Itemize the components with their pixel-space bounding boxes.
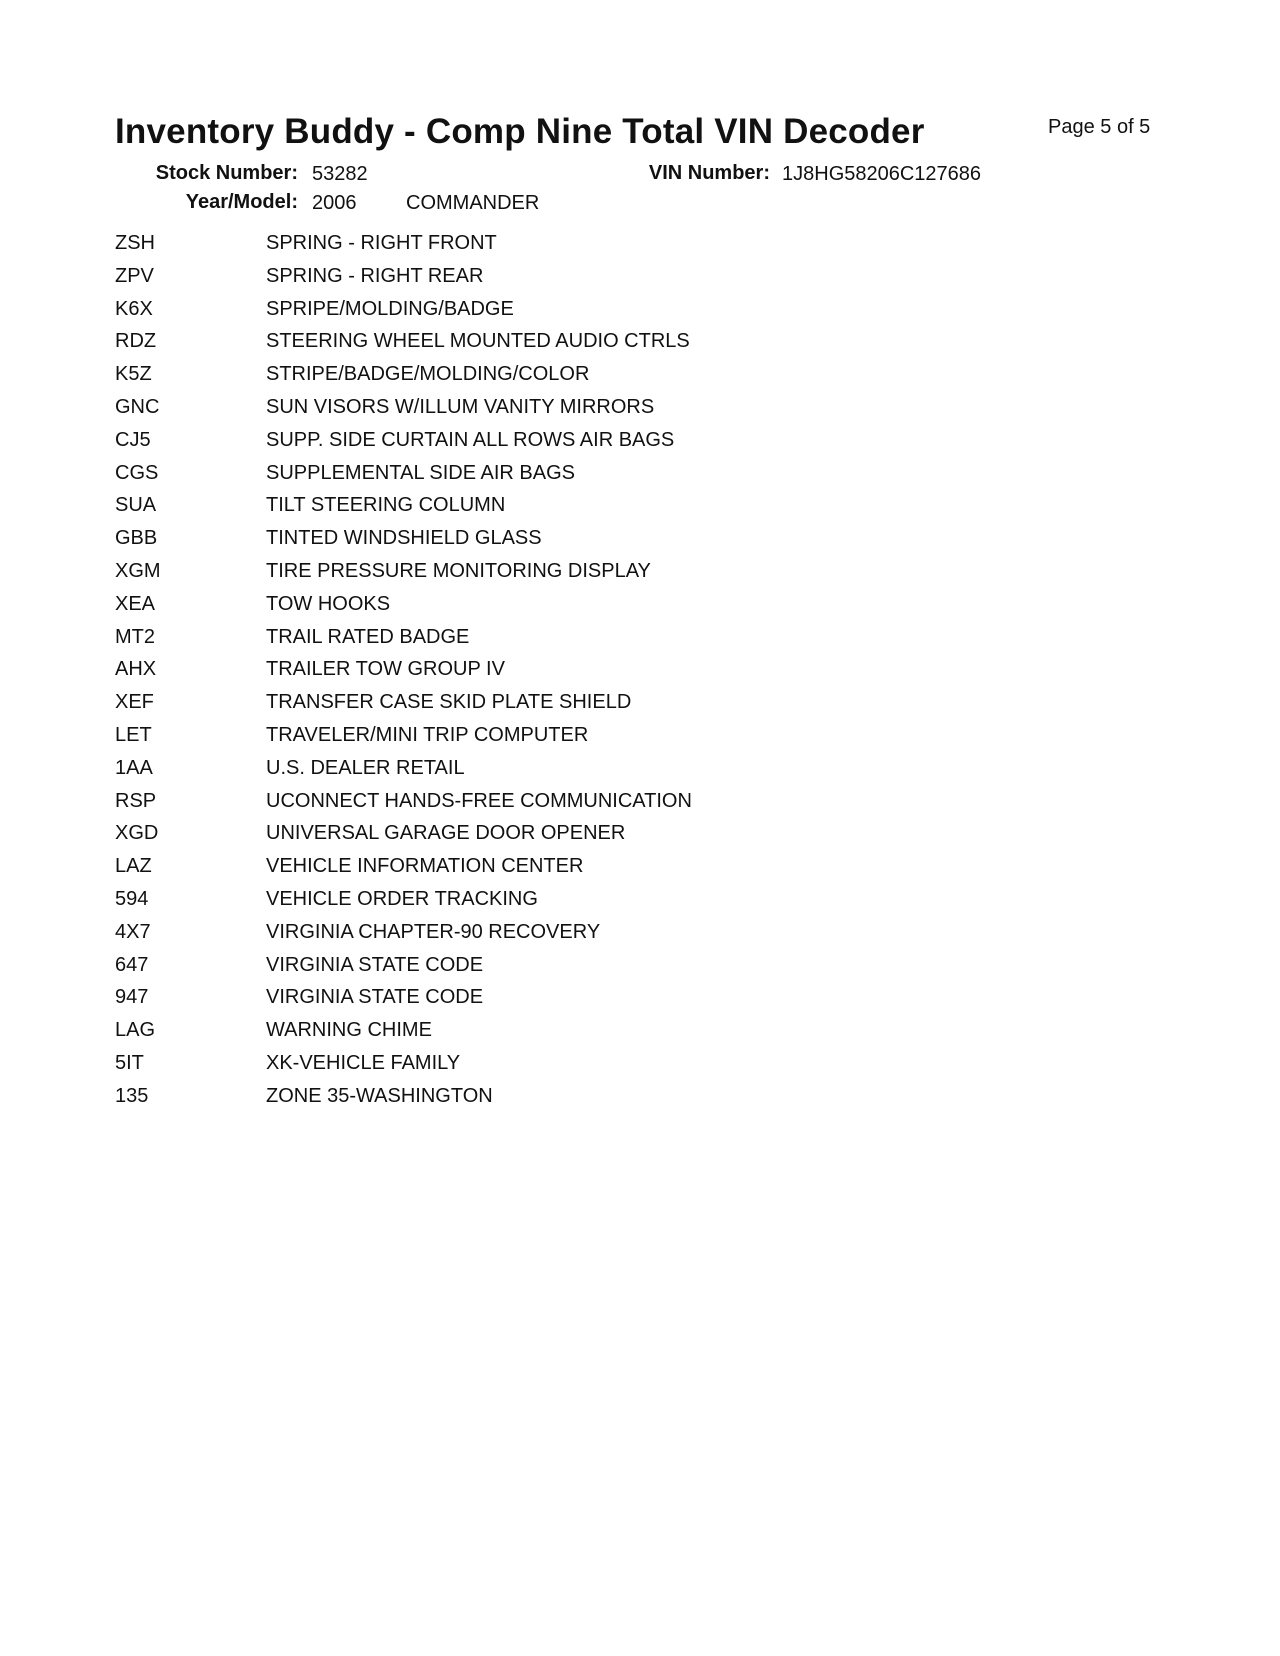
option-code: LAZ [115, 855, 152, 878]
option-code: K6X [115, 297, 153, 320]
option-code: 594 [115, 888, 149, 910]
option-description: VIRGINIA CHAPTER-90 RECOVERY [266, 920, 601, 943]
option-row [115, 298, 915, 328]
option-row [115, 429, 915, 459]
option-description: STRIPE/BADGE/MOLDING/COLOR [266, 363, 590, 386]
option-code: XGM [115, 560, 161, 582]
option-row [115, 1052, 915, 1082]
option-code: LET [115, 724, 152, 746]
option-row [115, 626, 915, 656]
option-description: SPRIPE/MOLDING/BADGE [266, 297, 514, 320]
option-description: VIRGINIA STATE CODE [266, 986, 484, 1009]
option-description: SUPPLEMENTAL SIDE AIR BAGS [266, 461, 575, 484]
option-description: ZONE 35-WASHINGTON [266, 1084, 493, 1107]
option-row [115, 494, 915, 524]
option-description: SUPP. SIDE CURTAIN ALL ROWS AIR BAGS [266, 428, 675, 451]
option-row [115, 232, 915, 262]
option-row [115, 1019, 915, 1049]
option-row [115, 855, 915, 885]
option-description: VEHICLE INFORMATION CENTER [266, 855, 584, 878]
option-row [115, 396, 915, 426]
option-row [115, 527, 915, 557]
option-code: GNC [115, 396, 160, 418]
stock-number-label: Stock Number: [155, 162, 298, 184]
option-description: SUN VISORS W/ILLUM VANITY MIRRORS [266, 396, 655, 418]
option-description: TRANSFER CASE SKID PLATE SHIELD [266, 691, 632, 714]
year-value: 2006 [312, 192, 357, 214]
option-row [115, 921, 915, 951]
option-description: TINTED WINDSHIELD GLASS [266, 527, 542, 550]
option-row [115, 560, 915, 590]
option-row [115, 1085, 915, 1115]
stock-number-value: 53282 [312, 163, 368, 185]
option-row [115, 691, 915, 721]
option-code: 135 [115, 1084, 149, 1107]
option-description: WARNING CHIME [266, 1019, 432, 1042]
option-row [115, 822, 915, 852]
option-description: TRAIL RATED BADGE [266, 625, 470, 648]
year-model-label: Year/Model: [185, 191, 298, 213]
option-description: VEHICLE ORDER TRACKING [266, 888, 538, 910]
option-description: UNIVERSAL GARAGE DOOR OPENER [266, 822, 626, 845]
vin-number-label: VIN Number: [648, 162, 770, 184]
option-row [115, 888, 915, 918]
option-row [115, 593, 915, 623]
option-row [115, 330, 915, 360]
vin-number-value: 1J8HG58206C127686 [782, 163, 982, 185]
option-row [115, 986, 915, 1016]
option-row [115, 658, 915, 688]
option-code: ZSH [115, 232, 155, 254]
option-code: 647 [115, 953, 149, 976]
option-code: 1AA [115, 756, 153, 779]
option-row [115, 954, 915, 984]
model-value: COMMANDER [406, 192, 540, 214]
option-row [115, 363, 915, 393]
option-description: TRAVELER/MINI TRIP COMPUTER [266, 724, 589, 746]
option-code: CJ5 [115, 428, 151, 451]
option-code: RSP [115, 789, 157, 812]
option-code: 5IT [115, 1052, 144, 1074]
option-code: ZPV [115, 264, 154, 287]
option-description: TRAILER TOW GROUP IV [266, 658, 505, 681]
option-row [115, 724, 915, 754]
option-code: RDZ [115, 330, 157, 353]
option-description: TILT STEERING COLUMN [266, 494, 506, 517]
option-row [115, 790, 915, 820]
option-code: XEA [115, 592, 156, 615]
option-code: GBB [115, 527, 158, 550]
option-description: STEERING WHEEL MOUNTED AUDIO CTRLS [266, 330, 690, 353]
option-row [115, 757, 915, 787]
option-description: VIRGINIA STATE CODE [266, 953, 484, 976]
option-description: TOW HOOKS [266, 592, 391, 615]
option-code: SUA [115, 494, 157, 517]
report-title: Inventory Buddy - Comp Nine Total VIN Decoder [115, 112, 925, 151]
option-code: 4X7 [115, 920, 151, 943]
option-code: MT2 [115, 625, 155, 648]
option-code: AHX [115, 658, 157, 681]
option-code: XEF [115, 691, 154, 714]
option-description: XK-VEHICLE FAMILY [266, 1052, 461, 1074]
option-description: UCONNECT HANDS-FREE COMMUNICATION [266, 789, 692, 812]
option-row [115, 462, 915, 492]
option-code: LAG [115, 1019, 156, 1042]
option-code: XGD [115, 822, 159, 845]
option-description: SPRING - RIGHT REAR [266, 264, 484, 287]
page-number: Page 5 of 5 [1048, 116, 1151, 138]
option-row [115, 265, 915, 295]
option-code: CGS [115, 461, 159, 484]
option-description: TIRE PRESSURE MONITORING DISPLAY [266, 560, 651, 582]
option-code: K5Z [115, 363, 152, 386]
option-description: U.S. DEALER RETAIL [266, 756, 465, 779]
option-code: 947 [115, 986, 149, 1009]
option-description: SPRING - RIGHT FRONT [266, 232, 497, 254]
